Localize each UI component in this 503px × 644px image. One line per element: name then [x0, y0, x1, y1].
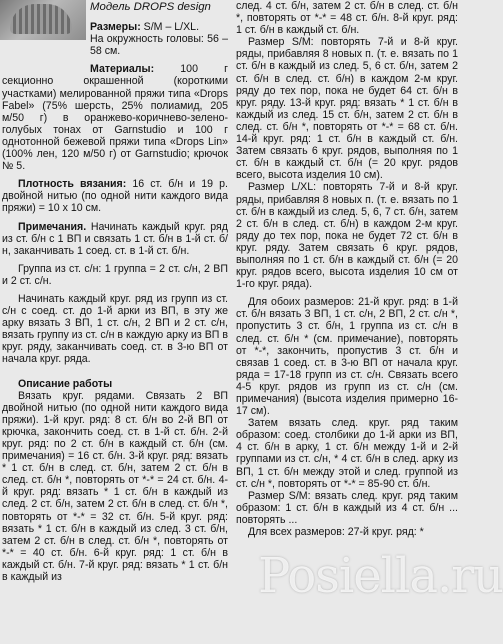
left-column [2, 0, 228, 583]
head-size: На окружность головы: 56 – 58 см. [90, 33, 228, 58]
materials-text: 100 г секционно окрашенной (короткими участками) мелированной пряжи типа «Drops Fabel» (75% шерсть, 25% полиамид, 205 м/50 г) в оранжево-коричнево-зелено-голубых тонах от Garnstudio и 100 г однотонной бежевой пряжи типа «Drops Lin» (100% лен, 120 м/50 г) от Garnstudio; крючок № 5. [2, 63, 228, 173]
right-para-6: Размер S/M: вязать след. круг. ряд таким образом: 1 ст. б/н в каждый из 4 ст. б/н ... повторять ... [236, 489, 458, 526]
model-title: Модель DROPS design [90, 1, 211, 13]
watermark: Posiella.ru [258, 548, 503, 604]
right-para-3: Размер L/XL: повторять 7-й и 8-й круг. ряды, прибавляя 8 новых п. (т. е. вязать по 1 ст. б/н в каждый из след. 5, 6, 7 ст. б/н, затем 2 ст. б/н в след. ст. б/н) в каждом 2-м круг. ряду до тех пор, пока не будет 72 ст. б/н в круг. ряду. Затем связать 6 круг. рядов, выполняя по 1 ст. б/н в каждый ст. б/н (= 20 круг. рядов всего, высота изделия 10 см от 1-го круг. ряда). [236, 181, 458, 291]
notes-1 [2, 221, 228, 257]
notes-label: Примечания. [18, 220, 91, 233]
header-block [90, 1, 228, 57]
description-title: Описание работы [18, 377, 113, 390]
right-para-4: Для обоих размеров: 21-й круг. ряд: в 1-й ст. б/н вязать 3 ВП, 1 ст. с/н, 2 ВП, 2 ст. с/н *, пропустить 3 ст. б/н, 1 группа из ст. с/н в след. ст. б/н * (см. примечание), повторять от *-*, закончить, пропустив 3 ст. б/н и связав 1 соед. ст. в 3-ю ВП от начала круг. ряда = 17-18 групп из ст. с/н. Связать всего 4-5 круг. рядов из групп из ст. с/н (см. примечания) (высота изделия примерно 16-17 см). [236, 296, 458, 418]
notes-text-1: Начинать каждый круг. ряд из ст. б/н с 1 ВП и связать 1 ст. б/н в 1-й ст. б/н, заканчивать 1 соед. ст. в 1-й ст. б/н. [2, 220, 228, 257]
sizes [90, 21, 228, 33]
density-text: 16 ст. б/н и 19 р. двойной нитью (по одной нити каждого вида пряжи) = 10 х 10 см. [2, 178, 228, 215]
sizes-label: Размеры: [90, 21, 144, 34]
materials [2, 63, 228, 172]
sizes-value: S/M – L/XL. [143, 21, 200, 34]
materials-label: Материалы: [90, 63, 181, 76]
notes-2: Группа из ст. с/н: 1 группа = 2 ст. с/н, 2 ВП и 2 ст. с/н. [2, 262, 228, 287]
right-column [236, 0, 458, 538]
density-label: Плотность вязания: [18, 178, 133, 191]
right-para-5: Затем вязать след. круг. ряд таким образом: соед. столбики до 1-й арки из ВП, 4 ст. б/н в арку, 1 ст. б/н между 1-й и 2-й группами из ст. с/н, * 4 ст. б/н в след. арку из ВП, 1 ст. б/н между этой и след. группой из ст. с/н *, повторять от *-* = 85-90 ст. б/н. [236, 417, 458, 490]
description-text: Вязать круг. рядами. Связать 2 ВП двойной нитью (по одной нити каждого вида пряжи). 1-й круг. ряд: 8 ст. б/н во 2-й ВП от крючка, закончить соед. ст. в 1-й ст. б/н. 2-й круг. ряд: по 2 ст. б/н в каждый ст. б/н (см. примечания) = 16 ст. б/н. 3-й круг. ряд: вязать * 1 ст. б/н в след. ст. б/н, затем 2 ст. б/н в след. ст. б/н *, повторять от *-* = 24 ст. б/н. 4-й круг. ряд: вязать * 1 ст. б/н в каждый из след. 2 ст. б/н, затем 2 ст. б/н в след. ст. б/н *, повторять от *-* = 32 ст. б/н. 5-й круг. ряд: вязать * 1 ст. б/н в каждый из след. 3 ст. б/н, затем 2 ст. б/н в след. ст. б/н *, повторять от *-* = 40 ст. б/н. 6-й круг. ряд: 1 ст. б/н в каждый ст. б/н. 7-й круг. ряд: вязать * 1 ст. б/н в каждый из [2, 389, 228, 584]
right-para-2: Размер S/M: повторять 7-й и 8-й круг. ряды, прибавляя 8 новых п. (т. е. вязать по 1 ст. б/н в каждый из след. 5, 6 ст. б/н, затем 2 ст. б/н в след. ст. б/н) в каждом 2-м круг. ряду до тех пор, пока не будет 64 ст. б/н в круг. ряду. 13-й круг. ряд: вязать * 1 ст. б/н в каждый из след. 15 ст. б/н, затем 2 ст. б/н в след. ст. б/н *, повторять от *-* = 68 ст. б/н. 14-й круг. ряд: 1 ст. б/н в каждый ст. б/н. Затем связать 6 круг. рядов, выполняя по 1 ст. б/н в каждый ст. б/н (= 20 круг. рядов всего, высота изделия 10 см). [236, 36, 458, 182]
density [2, 178, 228, 214]
right-para-7: Для всех размеров: 27-й круг. ряд: * [248, 526, 424, 539]
notes-3: Начинать каждый круг. ряд из групп из ст. с/н с соед. ст. до 1-й арки из ВП, в эту же арку вязать 3 ВП, 1 ст. с/н, 2 ВП и 2 ст. с/н, вязать группу из ст. с/н в каждую арку из ВП в круг. ряду, заканчивать соед. ст. в 3-ю ВП от начала круг. ряда. [2, 292, 228, 366]
right-para-1: след. 4 ст. б/н, затем 2 ст. б/н в след. ст. б/н *, повторять от *-* = 48 ст. б/н. 8-й круг. ряд: 1 ст. б/н в каждый ст. б/н. [236, 0, 458, 37]
